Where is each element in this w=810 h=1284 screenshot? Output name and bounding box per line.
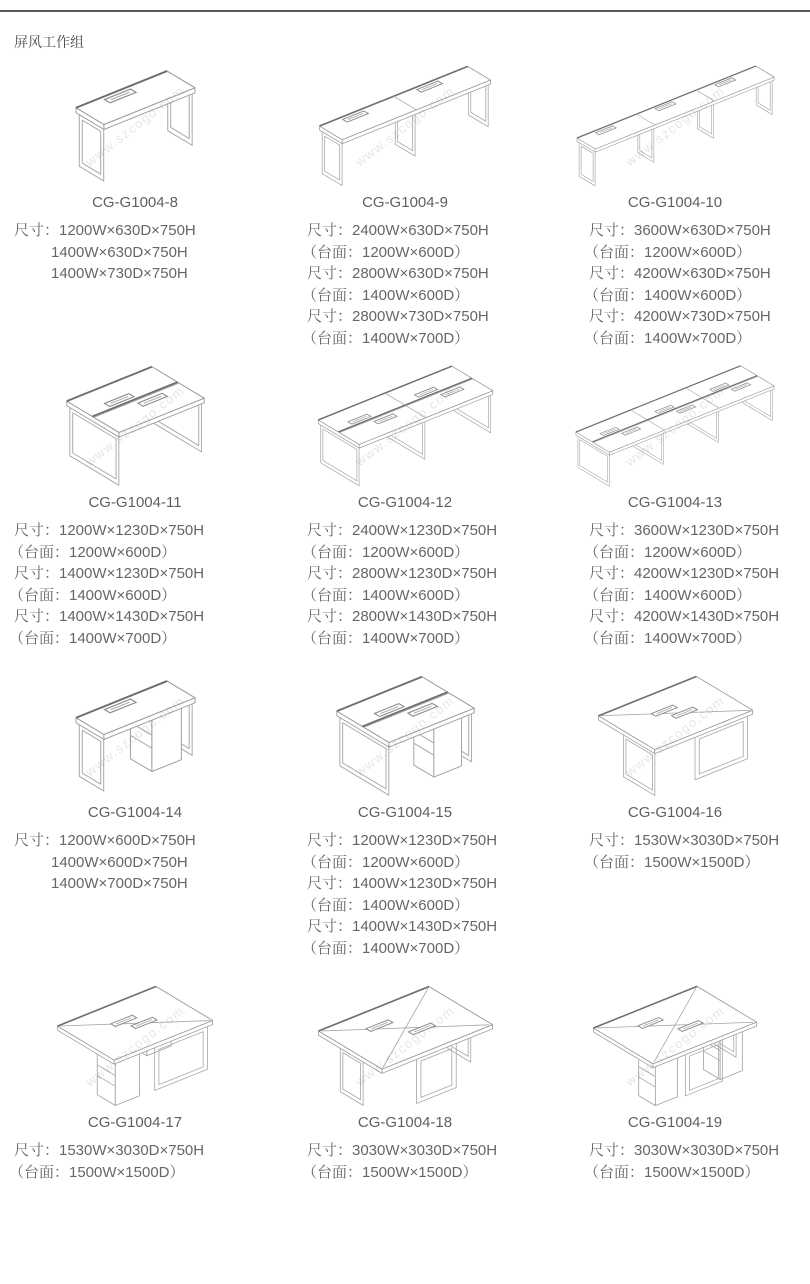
spec-line: （台面：1500W×1500D） <box>584 1163 760 1181</box>
spec-line: （台面：1200W×600D） <box>584 543 752 561</box>
spec-line: （台面：1200W×600D） <box>584 243 752 261</box>
desk-face-6-illustration <box>574 364 776 488</box>
spec-line: 尺寸：1400W×1430D×750H <box>307 918 498 935</box>
spec-line: 尺寸：1530W×3030D×750H <box>589 832 780 849</box>
product-model: CG-G1004-16 <box>627 804 723 821</box>
spec-line: （台面：1400W×700D） <box>302 939 470 957</box>
product-figure <box>270 672 540 800</box>
spec-line: 尺寸：4200W×630D×750H <box>589 265 771 282</box>
product-model: CG-G1004-19 <box>627 1114 723 1131</box>
product-card <box>0 672 270 982</box>
product-specs <box>540 1140 810 1183</box>
spec-line: （台面：1200W×600D） <box>9 543 177 561</box>
spec-line: 尺寸：2800W×730D×750H <box>307 308 489 325</box>
top-divider <box>0 10 810 12</box>
spec-line: 尺寸：1200W×1230D×750H <box>307 832 498 849</box>
spec-line: （台面：1400W×600D） <box>584 286 752 304</box>
spec-line: 尺寸：3600W×1230D×750H <box>589 522 780 539</box>
spec-line: 尺寸：1530W×3030D×750H <box>14 1142 205 1159</box>
product-figure <box>270 362 540 490</box>
product-grid <box>0 62 810 1284</box>
product-model: CG-G1004-9 <box>362 194 448 211</box>
spec-line: （台面：1500W×1500D） <box>584 853 760 871</box>
desk-l-shape-2-illustration <box>596 674 755 798</box>
product-figure <box>0 362 270 490</box>
spec-line: （台面：1400W×700D） <box>584 329 752 347</box>
spec-line: （台面：1200W×600D） <box>302 243 470 261</box>
product-model: CG-G1004-11 <box>88 494 182 511</box>
product-model: CG-G1004-10 <box>627 194 723 211</box>
product-specs <box>540 830 810 873</box>
spec-line: 尺寸：3030W×3030D×750H <box>307 1142 498 1159</box>
product-model: CG-G1004-18 <box>357 1114 453 1131</box>
product-specs <box>0 220 270 285</box>
spec-line: 尺寸：4200W×730D×750H <box>589 308 771 325</box>
desk-face-4-illustration <box>316 364 495 488</box>
product-card <box>0 362 270 672</box>
product-card <box>270 672 540 982</box>
product-figure <box>540 62 810 190</box>
spec-line: 1400W×730D×750H <box>51 265 188 282</box>
spec-line: 尺寸：4200W×1430D×750H <box>589 608 780 625</box>
product-figure <box>540 672 810 800</box>
spec-line: （台面：1400W×600D） <box>9 586 177 604</box>
product-card <box>540 62 810 362</box>
spec-line: 尺寸：3600W×630D×750H <box>589 222 771 239</box>
product-specs <box>0 830 270 895</box>
catalog-page <box>0 10 810 1192</box>
spec-line: 尺寸：1400W×1430D×750H <box>14 608 205 625</box>
spec-line: 尺寸：1200W×1230D×750H <box>14 522 205 539</box>
product-specs <box>0 520 270 649</box>
product-figure <box>0 672 270 800</box>
product-figure <box>0 62 270 190</box>
desk-face-2-pedestal-illustration <box>334 674 477 798</box>
spec-line: （台面：1400W×600D） <box>302 896 470 914</box>
spec-line: （台面：1400W×700D） <box>584 629 752 647</box>
desk-face-2-illustration <box>64 364 207 488</box>
product-model: CG-G1004-13 <box>627 494 723 511</box>
spec-line: 尺寸：2800W×630D×750H <box>307 265 489 282</box>
desk-l-shape-2-pedestal-illustration <box>55 984 215 1108</box>
spec-line: （台面：1400W×700D） <box>9 629 177 647</box>
product-card <box>270 62 540 362</box>
spec-line: 尺寸：1200W×630D×750H <box>14 222 196 239</box>
spec-line: 尺寸：2400W×1230D×750H <box>307 522 498 539</box>
desk-row-3-illustration <box>575 64 776 188</box>
spec-line: 尺寸：2800W×1430D×750H <box>307 608 498 625</box>
desk-x-4-illustration <box>316 984 495 1108</box>
product-specs <box>270 830 540 959</box>
section-heading: 屏风工作组 <box>14 34 84 50</box>
spec-line: （台面：1200W×600D） <box>302 543 470 561</box>
product-figure <box>540 982 810 1110</box>
product-card <box>0 62 270 362</box>
product-figure <box>270 982 540 1110</box>
product-card <box>540 672 810 982</box>
spec-line: 尺寸：1400W×1230D×750H <box>307 875 498 892</box>
product-figure <box>270 62 540 190</box>
product-specs <box>270 1140 540 1183</box>
watermark-text: www.szcogo.com <box>352 82 458 170</box>
product-model: CG-G1004-12 <box>357 494 453 511</box>
spec-line: （台面：1500W×1500D） <box>9 1163 185 1181</box>
product-specs <box>270 520 540 649</box>
product-figure <box>0 982 270 1110</box>
product-specs <box>270 220 540 349</box>
product-specs <box>540 520 810 649</box>
spec-line: （台面：1400W×700D） <box>302 629 470 647</box>
product-card <box>540 982 810 1284</box>
desk-row-2-illustration <box>317 64 493 188</box>
spec-line: （台面：1200W×600D） <box>302 853 470 871</box>
spec-line: （台面：1400W×600D） <box>302 286 470 304</box>
product-model: CG-G1004-14 <box>87 804 183 821</box>
spec-line: （台面：1400W×600D） <box>584 586 752 604</box>
spec-line: 尺寸：1400W×1230D×750H <box>14 565 205 582</box>
watermark-text: www.szcogo.com <box>82 82 188 170</box>
product-card <box>540 362 810 672</box>
spec-line: 尺寸：4200W×1230D×750H <box>589 565 780 582</box>
spec-line: 尺寸：3030W×3030D×750H <box>589 1142 780 1159</box>
product-specs <box>0 1140 270 1183</box>
product-card <box>270 982 540 1284</box>
product-card <box>0 982 270 1284</box>
watermark-text: www.szcogo.com <box>622 82 728 170</box>
product-specs <box>540 220 810 349</box>
spec-line: 尺寸：1200W×600D×750H <box>14 832 196 849</box>
spec-line: （台面：1500W×1500D） <box>302 1163 478 1181</box>
spec-line: 尺寸：2400W×630D×750H <box>307 222 489 239</box>
spec-line: 1400W×600D×750H <box>51 853 188 871</box>
spec-line: （台面：1400W×600D） <box>302 586 470 604</box>
spec-line: （台面：1400W×700D） <box>302 329 470 347</box>
spec-line: 尺寸：2800W×1230D×750H <box>307 565 498 582</box>
spec-line: 1400W×700D×750H <box>51 875 188 892</box>
product-model: CG-G1004-17 <box>87 1114 183 1131</box>
desk-x-4-pedestal-illustration <box>591 984 759 1108</box>
desk-single-pedestal-illustration <box>73 678 198 794</box>
product-figure <box>540 362 810 490</box>
product-card <box>270 362 540 672</box>
desk-single-illustration <box>73 68 198 184</box>
product-model: CG-G1004-8 <box>92 194 178 211</box>
product-model: CG-G1004-15 <box>357 804 453 821</box>
spec-line: 1400W×630D×750H <box>51 243 188 261</box>
